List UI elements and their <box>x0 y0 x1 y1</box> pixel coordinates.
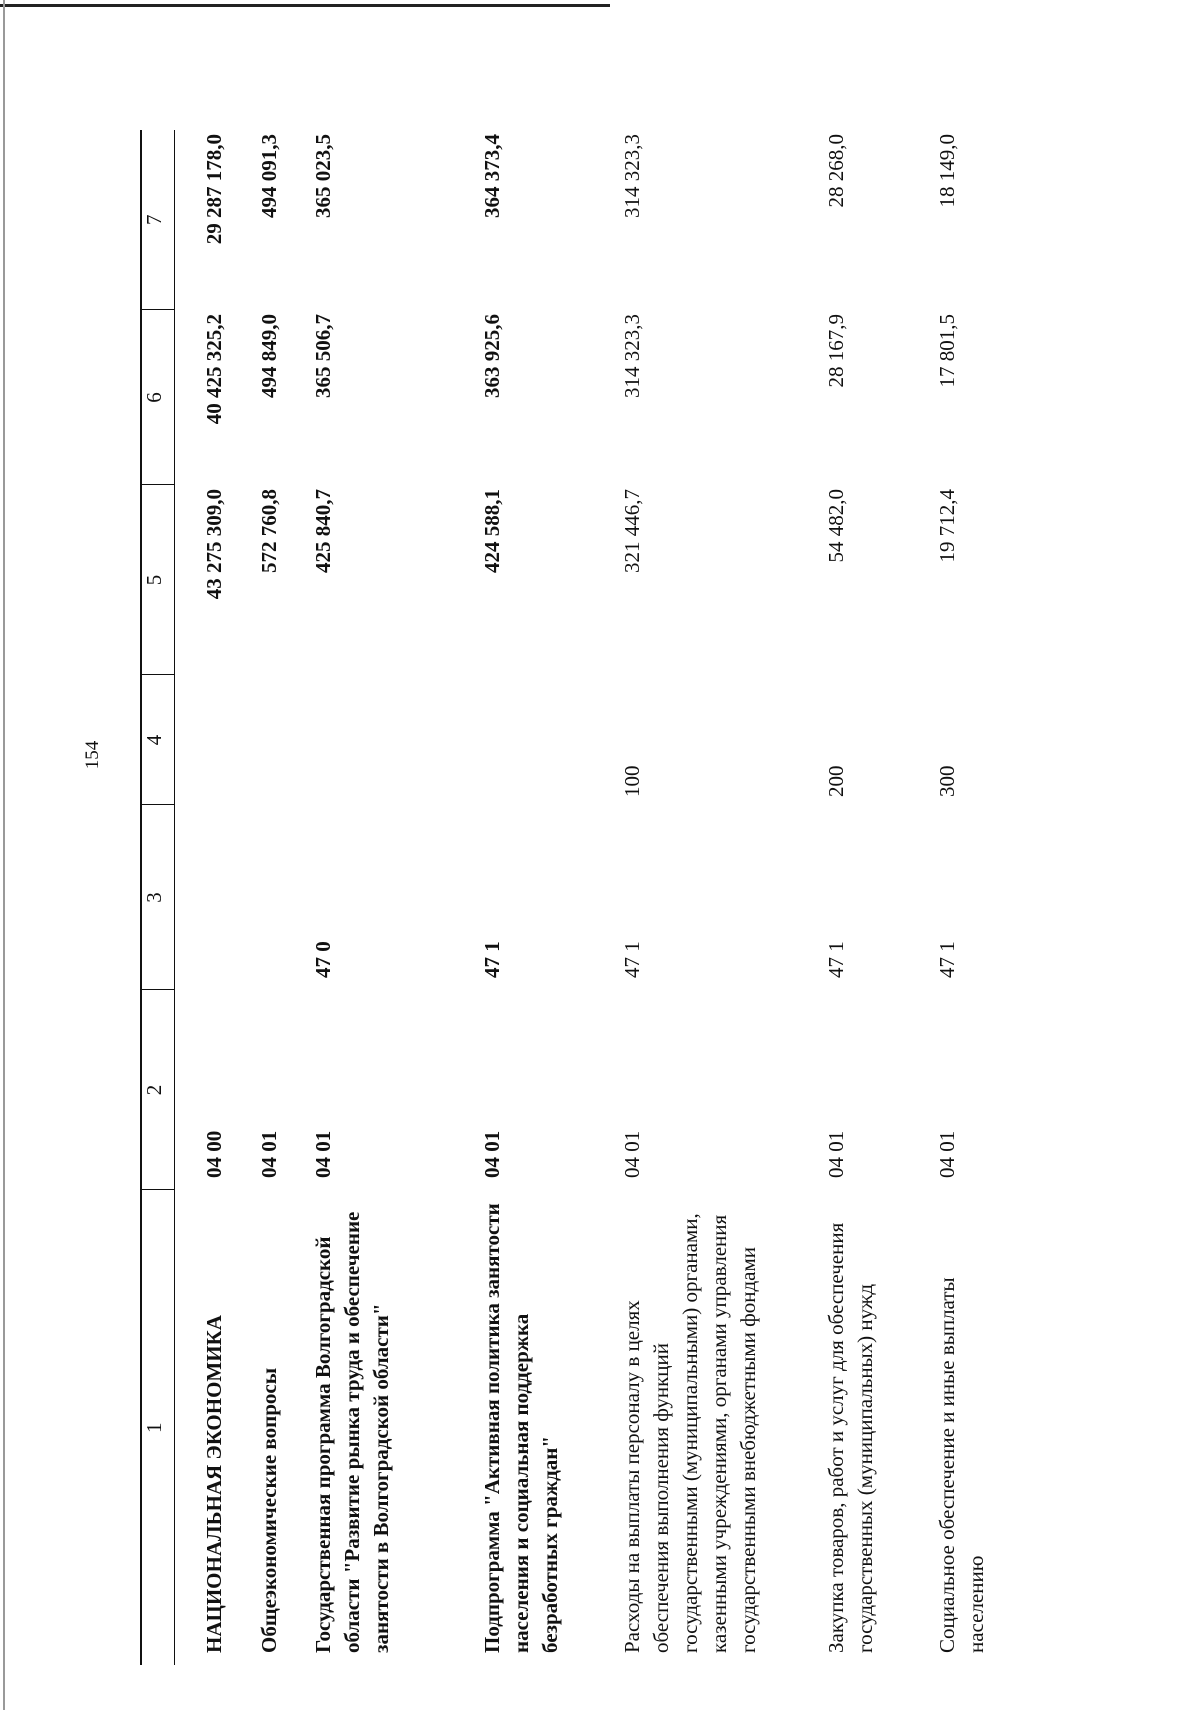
section-code: 04 01 <box>935 1130 959 1178</box>
program-code <box>230 805 285 990</box>
program-code: 47 1 <box>480 941 504 978</box>
value-col7: 28 268,0 <box>824 134 848 208</box>
header-row <box>141 130 175 1665</box>
program-code: 47 0 <box>311 941 335 978</box>
row-name: Подпрограмма "Активная политика занятости населения и социальная поддержка безработных граждан" <box>480 1203 562 1653</box>
expense-type <box>454 675 594 805</box>
table-row <box>594 130 798 1665</box>
value-col5: 43 275 309,0 <box>202 489 226 600</box>
page-number: 154 <box>82 740 103 770</box>
budget-table <box>140 130 991 1665</box>
expense-type <box>285 675 454 805</box>
value-col5: 424 588,1 <box>480 489 504 573</box>
column-header: 4 <box>141 675 175 805</box>
program-code: 47 1 <box>824 941 848 978</box>
column-header: 6 <box>141 310 175 485</box>
value-col7: 365 023,5 <box>311 134 335 218</box>
rotated-page <box>0 110 1120 1710</box>
value-col6: 365 506,7 <box>311 314 335 398</box>
column-header: 3 <box>141 805 175 990</box>
row-name: НАЦИОНАЛЬНАЯ ЭКОНОМИКА <box>202 1315 226 1653</box>
value-col6: 17 801,5 <box>935 314 959 388</box>
table-row <box>798 130 909 1665</box>
column-header: 2 <box>141 990 175 1190</box>
table-row <box>285 130 454 1665</box>
value-col6: 40 425 325,2 <box>202 314 226 425</box>
value-col5: 321 446,7 <box>620 489 644 573</box>
row-name: Расходы на выплаты персоналу в целях обеспечения выполнения функций государственными (муниципальными) органами, казенными учреждениями, органами управления государственными внебюджетными фондами <box>620 1213 760 1653</box>
column-header: 7 <box>141 130 175 310</box>
value-col5: 54 482,0 <box>824 489 848 563</box>
expense-type <box>230 675 285 805</box>
expense-type: 100 <box>620 765 644 797</box>
section-code: 04 00 <box>202 1130 226 1178</box>
value-col6: 494 849,0 <box>257 314 281 398</box>
section-code: 04 01 <box>257 1130 281 1178</box>
program-code: 47 1 <box>620 941 644 978</box>
expense-type: 300 <box>935 765 959 797</box>
row-name: Государственная программа Волгоградской области "Развитие рынка труда и обеспечение занятости в Волгоградской области" <box>311 1211 393 1653</box>
value-col6: 314 323,3 <box>620 314 644 398</box>
program-code: 47 1 <box>935 941 959 978</box>
section-code: 04 01 <box>311 1130 335 1178</box>
column-header: 5 <box>141 485 175 675</box>
row-name: Закупка товаров, работ и услуг для обеспечения государственных (муниципальных) нужд <box>824 1222 877 1653</box>
expense-type: 200 <box>824 765 848 797</box>
value-col7: 314 323,3 <box>620 134 644 218</box>
table-row <box>175 130 231 1665</box>
value-col5: 572 760,8 <box>257 489 281 573</box>
value-col7: 18 149,0 <box>935 134 959 208</box>
table-row <box>230 130 285 1665</box>
program-code <box>175 805 231 990</box>
expense-type <box>175 675 231 805</box>
column-header: 1 <box>141 1190 175 1665</box>
table-row <box>909 130 991 1665</box>
value-col5: 425 840,7 <box>311 489 335 573</box>
row-name: Социальное обеспечение и иные выплаты населению <box>935 1277 988 1653</box>
section-code: 04 01 <box>480 1130 504 1178</box>
row-name: Общеэкономические вопросы <box>257 1367 281 1653</box>
value-col7: 29 287 178,0 <box>202 134 226 245</box>
scan-edge-line <box>0 4 610 7</box>
value-col6: 363 925,6 <box>480 314 504 398</box>
value-col7: 494 091,3 <box>257 134 281 218</box>
table-row <box>454 130 594 1665</box>
value-col5: 19 712,4 <box>935 489 959 563</box>
section-code: 04 01 <box>824 1130 848 1178</box>
value-col7: 364 373,4 <box>480 134 504 218</box>
section-code: 04 01 <box>620 1130 644 1178</box>
value-col6: 28 167,9 <box>824 314 848 388</box>
